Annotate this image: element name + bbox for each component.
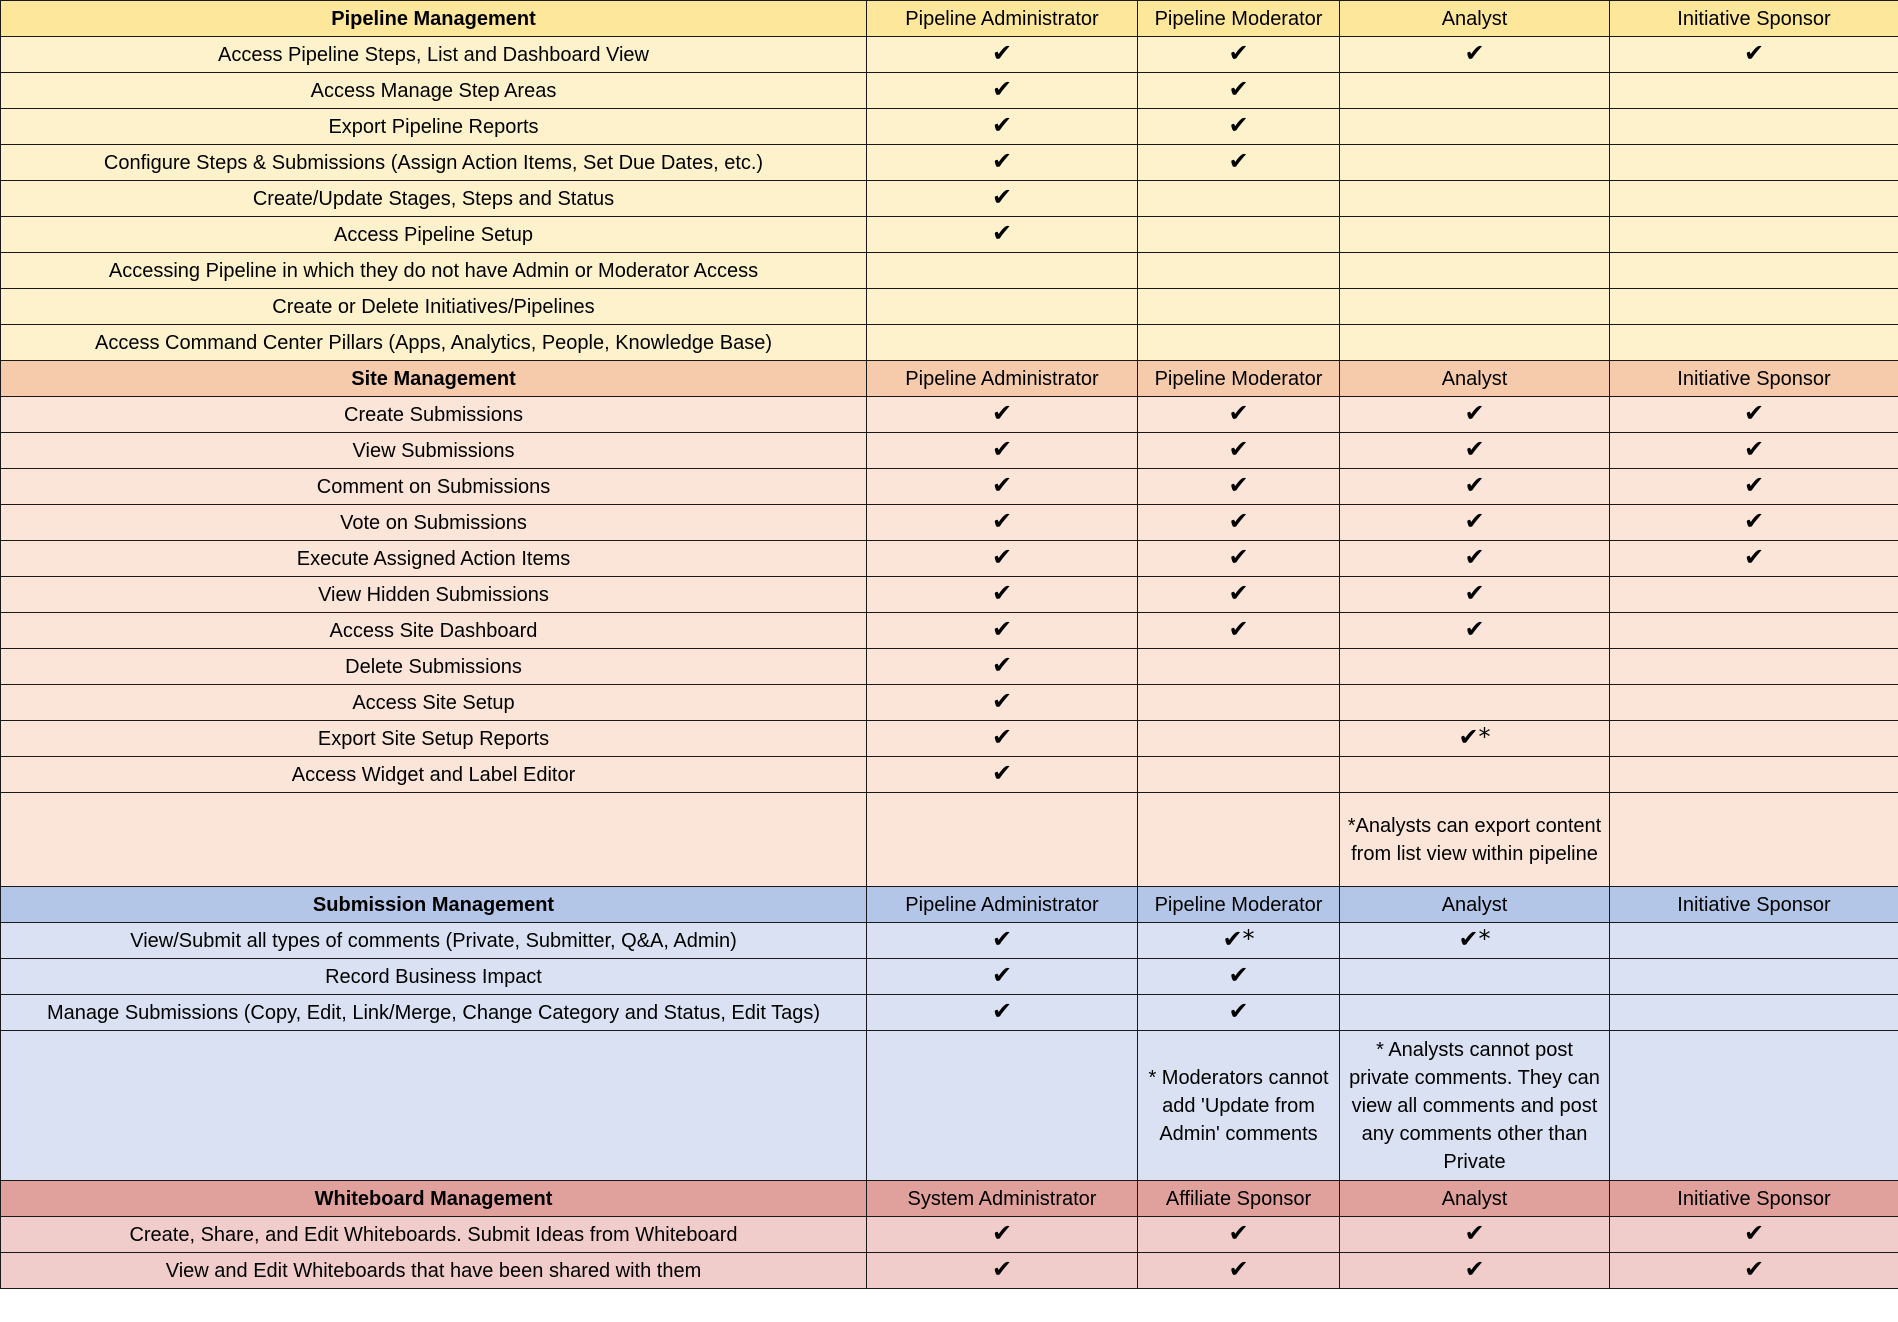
checkmark-icon: ✔ [991,650,1013,679]
checkmark-icon: ✔ [991,146,1013,175]
table-row [1,37,1898,73]
permission-cell-moderator [1138,577,1340,613]
permission-cell-sponsor [1610,923,1898,959]
permission-cell-moderator [1138,253,1340,289]
table-row [1,217,1898,253]
permission-cell-analyst [1340,433,1610,469]
table-row [1,469,1898,505]
permission-cell-admin [867,289,1138,325]
permission-cell-analyst [1340,253,1610,289]
permission-cell-analyst [1340,397,1610,433]
permission-cell-analyst [1340,685,1610,721]
permission-cell-sponsor [1610,73,1898,109]
permission-label: Execute Assigned Action Items [1,541,867,577]
permission-cell-sponsor [1610,397,1898,433]
permission-label: Configure Steps & Submissions (Assign Action Items, Set Due Dates, etc.) [1,145,867,181]
checkmark-icon: ✔ [1743,1218,1765,1247]
permission-cell-sponsor [1610,577,1898,613]
permission-label: Comment on Submissions [1,469,867,505]
empty-cell [1,1031,867,1181]
checkmark-icon: ✔ [991,996,1013,1025]
checkmark-icon: ✔ [1464,614,1485,643]
permission-cell-sponsor [1610,649,1898,685]
permission-cell-moderator [1138,649,1340,685]
checkmark-icon: ✔ [991,960,1013,989]
table-row [1,253,1898,289]
permission-cell-analyst [1340,289,1610,325]
permission-label: View Hidden Submissions [1,577,867,613]
permission-cell-admin [867,505,1138,541]
permission-label: View/Submit all types of comments (Private, Submitter, Q&A, Admin) [1,923,867,959]
permission-cell-analyst [1340,613,1610,649]
checkmark-icon: ✔ [1228,398,1249,427]
checkmark-icon: ✔ [991,614,1013,643]
checkmark-icon: ✔ [1464,470,1485,499]
permission-cell-moderator [1138,721,1340,757]
permission-cell-analyst [1340,109,1610,145]
checkmark-icon: ✔ [991,1218,1013,1247]
permission-cell-sponsor [1610,145,1898,181]
checkmark-icon: ✔ [1228,38,1249,67]
permission-cell-analyst [1340,73,1610,109]
permission-cell-admin [867,613,1138,649]
table-row [1,325,1898,361]
permission-cell-sponsor [1610,757,1898,793]
role-header-moderator: Pipeline Moderator [1138,361,1340,397]
permission-cell-moderator [1138,505,1340,541]
permission-cell-moderator [1138,1217,1340,1253]
permission-label: Access Manage Step Areas [1,73,867,109]
empty-cell [867,793,1138,887]
table-row [1,649,1898,685]
checkmark-icon: ✔ [1743,434,1765,463]
table-row [1,433,1898,469]
permission-cell-sponsor [1610,433,1898,469]
checkmark-icon: ✔ [991,182,1013,211]
permission-cell-moderator [1138,145,1340,181]
permission-cell-moderator [1138,923,1340,959]
permission-label: Export Pipeline Reports [1,109,867,145]
table-row [1,577,1898,613]
permission-cell-sponsor [1610,253,1898,289]
role-header-admin: Pipeline Administrator [867,361,1138,397]
table-row [1,923,1898,959]
checkmark-icon: ✔ [1743,470,1765,499]
checkmark-icon: ✔ [1464,434,1485,463]
submission-section-header [1,887,1898,923]
permission-cell-analyst [1340,325,1610,361]
permission-cell-admin [867,721,1138,757]
footnote-text: *Analysts can export content from list view within pipeline [1340,793,1610,887]
permission-cell-admin [867,253,1138,289]
permission-label: Vote on Submissions [1,505,867,541]
checkmark-icon: ✔ [991,110,1013,139]
table-row [1,289,1898,325]
permission-cell-admin [867,577,1138,613]
permission-cell-analyst [1340,505,1610,541]
permission-label: Access Site Setup [1,685,867,721]
permission-cell-sponsor [1610,995,1898,1031]
permission-cell-moderator [1138,469,1340,505]
role-header-analyst: Analyst [1340,1,1610,37]
permission-cell-moderator [1138,995,1340,1031]
permission-cell-analyst [1340,959,1610,995]
table-row [1,721,1898,757]
permission-cell-admin [867,325,1138,361]
checkmark-icon: ✔ [991,722,1013,751]
checkmark-icon: ✔ [991,924,1013,953]
permission-cell-moderator [1138,73,1340,109]
permission-cell-admin [867,1217,1138,1253]
checkmark-icon: ✔ [1228,578,1249,607]
permission-cell-analyst [1340,577,1610,613]
permission-cell-analyst [1340,721,1610,757]
permission-cell-sponsor [1610,109,1898,145]
footnote-text: * Moderators cannot add 'Update from Admin' comments [1138,1031,1340,1181]
permission-cell-sponsor [1610,469,1898,505]
permission-cell-admin [867,995,1138,1031]
table-row [1,541,1898,577]
table-row [1,613,1898,649]
role-header-analyst: Analyst [1340,1181,1610,1217]
pipeline-section-title: Pipeline Management [1,1,867,37]
checkmark-icon: ✔ [1743,542,1765,571]
role-header-sponsor: Initiative Sponsor [1610,1,1898,37]
empty-cell [1610,793,1898,887]
checkmark-icon: ✔ [991,758,1013,787]
permission-cell-sponsor [1610,613,1898,649]
permission-cell-admin [867,73,1138,109]
permission-cell-sponsor [1610,37,1898,73]
permission-cell-admin [867,109,1138,145]
checkmark-icon: ✔ [1743,1254,1765,1283]
permission-cell-analyst [1340,541,1610,577]
table-row [1,995,1898,1031]
permission-label: Create/Update Stages, Steps and Status [1,181,867,217]
permission-cell-admin [867,685,1138,721]
permission-cell-sponsor [1610,1253,1898,1289]
permission-cell-moderator [1138,1253,1340,1289]
permission-cell-sponsor [1610,181,1898,217]
checkmark-icon: ✔ [1464,542,1485,571]
checkmark-icon: ✔ [1464,506,1485,535]
permission-label: Record Business Impact [1,959,867,995]
permission-cell-admin [867,37,1138,73]
table-row [1,109,1898,145]
table-row [1,757,1898,793]
permission-cell-sponsor [1610,1217,1898,1253]
checkmark-icon: ✔ [991,578,1013,607]
permission-label: View and Edit Whiteboards that have been shared with them [1,1253,867,1289]
checkmark-icon: ✔ [1228,110,1249,139]
checkmark-icon: ✔ [1464,1218,1485,1247]
checkmark-icon: ✔* [1222,924,1255,953]
permission-cell-sponsor [1610,217,1898,253]
checkmark-icon: ✔ [1743,38,1765,67]
checkmark-icon: ✔ [1228,470,1249,499]
permission-label: Create Submissions [1,397,867,433]
permission-cell-moderator [1138,37,1340,73]
permission-label: Access Widget and Label Editor [1,757,867,793]
permission-label: Manage Submissions (Copy, Edit, Link/Merge, Change Category and Status, Edit Tags) [1,995,867,1031]
checkmark-icon: ✔ [991,470,1013,499]
permission-cell-admin [867,181,1138,217]
permission-cell-sponsor [1610,541,1898,577]
role-header-admin: Pipeline Administrator [867,887,1138,923]
checkmark-icon: ✔ [1464,578,1485,607]
checkmark-icon: ✔ [1743,506,1765,535]
permission-cell-analyst [1340,1217,1610,1253]
permission-cell-sponsor [1610,325,1898,361]
permission-cell-admin [867,757,1138,793]
permission-cell-admin [867,649,1138,685]
permission-cell-sponsor [1610,289,1898,325]
role-header-admin: Pipeline Administrator [867,1,1138,37]
permission-cell-analyst [1340,923,1610,959]
pipeline-section-header [1,1,1898,37]
permission-cell-sponsor [1610,959,1898,995]
permission-cell-moderator [1138,181,1340,217]
permission-cell-moderator [1138,109,1340,145]
checkmark-icon: ✔ [991,434,1013,463]
checkmark-icon: ✔ [991,506,1013,535]
checkmark-icon: ✔ [1228,1254,1249,1283]
role-header-sponsor: Initiative Sponsor [1610,1181,1898,1217]
checkmark-icon: ✔ [1228,960,1249,989]
checkmark-icon: ✔ [1228,434,1249,463]
role-header-moderator: Pipeline Moderator [1138,1,1340,37]
checkmark-icon: ✔* [1458,924,1491,953]
permission-cell-analyst [1340,181,1610,217]
permission-cell-moderator [1138,757,1340,793]
permission-cell-admin [867,541,1138,577]
permission-cell-moderator [1138,397,1340,433]
permission-cell-admin [867,923,1138,959]
footnote-text: * Analysts cannot post private comments. They can view all comments and post any comments other than Private [1340,1031,1610,1181]
checkmark-icon: ✔ [991,686,1013,715]
permission-cell-analyst [1340,757,1610,793]
permission-cell-analyst [1340,1253,1610,1289]
table-row [1,73,1898,109]
checkmark-icon: ✔ [991,1254,1013,1283]
role-header-admin: System Administrator [867,1181,1138,1217]
empty-cell [1,793,867,887]
permission-cell-admin [867,959,1138,995]
permission-cell-sponsor [1610,721,1898,757]
permission-cell-admin [867,217,1138,253]
permission-label: Create or Delete Initiatives/Pipelines [1,289,867,325]
role-header-analyst: Analyst [1340,887,1610,923]
checkmark-icon: ✔ [1228,1218,1249,1247]
permission-label: Accessing Pipeline in which they do not have Admin or Moderator Access [1,253,867,289]
checkmark-icon: ✔ [1464,1254,1485,1283]
role-header-moderator: Affiliate Sponsor [1138,1181,1340,1217]
checkmark-icon: ✔ [1228,542,1249,571]
site-section-header [1,361,1898,397]
empty-cell [1610,1031,1898,1181]
permissions-table-body [1,1,1898,1289]
checkmark-icon: ✔ [991,398,1013,427]
checkmark-icon: ✔ [1228,614,1249,643]
table-row [1,959,1898,995]
permission-cell-admin [867,397,1138,433]
checkmark-icon: ✔ [1228,146,1249,175]
permission-cell-analyst [1340,37,1610,73]
permission-label: View Submissions [1,433,867,469]
permission-cell-moderator [1138,217,1340,253]
permission-label: Access Site Dashboard [1,613,867,649]
permission-cell-moderator [1138,289,1340,325]
permission-label: Access Pipeline Setup [1,217,867,253]
role-header-moderator: Pipeline Moderator [1138,887,1340,923]
table-row [1,397,1898,433]
permission-cell-moderator [1138,685,1340,721]
table-row [1,1253,1898,1289]
role-header-analyst: Analyst [1340,361,1610,397]
table-row [1,505,1898,541]
role-header-sponsor: Initiative Sponsor [1610,887,1898,923]
permission-cell-admin [867,145,1138,181]
permission-cell-admin [867,433,1138,469]
checkmark-icon: ✔ [991,218,1013,247]
permission-cell-moderator [1138,433,1340,469]
checkmark-icon: ✔ [1228,506,1249,535]
permission-cell-sponsor [1610,685,1898,721]
empty-cell [1138,793,1340,887]
checkmark-icon: ✔ [1464,398,1485,427]
whiteboard-section-title: Whiteboard Management [1,1181,867,1217]
permission-cell-analyst [1340,995,1610,1031]
table-row [1,685,1898,721]
permission-cell-sponsor [1610,505,1898,541]
submission-section-title: Submission Management [1,887,867,923]
table-row [1,145,1898,181]
permission-label: Access Command Center Pillars (Apps, Analytics, People, Knowledge Base) [1,325,867,361]
site-footnote-row [1,793,1898,887]
checkmark-icon: ✔ [991,74,1013,103]
permission-cell-analyst [1340,217,1610,253]
whiteboard-section-header [1,1181,1898,1217]
permission-cell-moderator [1138,541,1340,577]
permission-cell-admin [867,469,1138,505]
submission-footnote-row [1,1031,1898,1181]
permission-cell-moderator [1138,613,1340,649]
checkmark-icon: ✔ [1743,398,1765,427]
permission-label: Create, Share, and Edit Whiteboards. Submit Ideas from Whiteboard [1,1217,867,1253]
checkmark-icon: ✔ [1228,996,1249,1025]
empty-cell [867,1031,1138,1181]
checkmark-icon: ✔ [1464,38,1485,67]
permission-cell-analyst [1340,469,1610,505]
table-row [1,181,1898,217]
permission-cell-moderator [1138,959,1340,995]
permission-cell-admin [867,1253,1138,1289]
checkmark-icon: ✔ [1228,74,1249,103]
role-header-sponsor: Initiative Sponsor [1610,361,1898,397]
permission-label: Access Pipeline Steps, List and Dashboard View [1,37,867,73]
checkmark-icon: ✔ [991,542,1013,571]
permission-cell-moderator [1138,325,1340,361]
permission-cell-analyst [1340,649,1610,685]
table-row [1,1217,1898,1253]
checkmark-icon: ✔ [991,38,1013,67]
permission-label: Delete Submissions [1,649,867,685]
checkmark-icon: ✔* [1458,722,1491,751]
permission-label: Export Site Setup Reports [1,721,867,757]
site-section-title: Site Management [1,361,867,397]
permission-cell-analyst [1340,145,1610,181]
